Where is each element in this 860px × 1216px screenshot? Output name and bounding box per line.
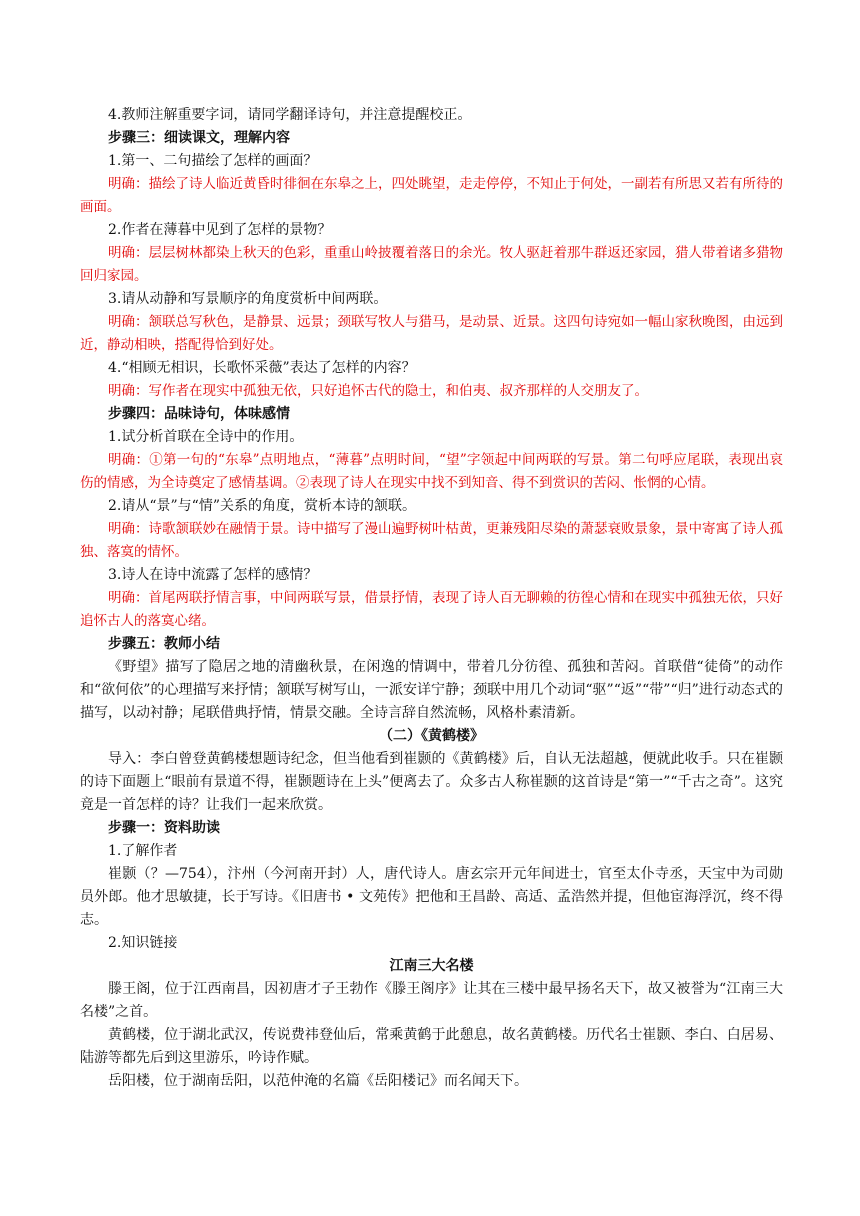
answer-paragraph: 明确：诗歌颔联妙在融情于景。诗中描写了漫山遍野树叶枯黄，更兼残阳尽染的萧瑟衰败景象，景中寄寓了诗人孤独、落寞的情怀。 bbox=[80, 521, 783, 560]
answer-paragraph: 明确：首尾两联抒情言事，中间两联写景，借景抒情，表现了诗人百无聊赖的彷徨心情和在现实中孤独无依，只好追怀古人的落寞心绪。 bbox=[80, 590, 783, 629]
question-paragraph: 2.请从“景”与“情”关系的角度，赏析本诗的颔联。 bbox=[108, 498, 416, 514]
text-paragraph: 滕王阁，位于江西南昌，因初唐才子王勃作《滕王阁序》让其在三楼中最早扬名天下，故又被誉为“江南三大名楼”之首。 bbox=[80, 981, 783, 1020]
question-paragraph: 4.“相顾无相识，长歌怀采薇”表达了怎样的内容？ bbox=[108, 360, 416, 376]
answer-paragraph: 明确：层层树林都染上秋天的色彩，重重山岭披覆着落日的余光。牧人驱赶着那牛群返还家园，猎人带着诸多猎物回归家园。 bbox=[80, 245, 783, 284]
step-heading: 步骤一：资料助读 bbox=[108, 820, 220, 836]
step-heading: 步骤三：细读课文，理解内容 bbox=[108, 130, 290, 146]
step-heading: 步骤四：品味诗句，体味感情 bbox=[108, 406, 290, 422]
subheading-paragraph: 2.知识链接 bbox=[108, 935, 178, 951]
step-heading: 步骤五：教师小结 bbox=[108, 636, 220, 652]
question-paragraph: 1.第一、二句描绘了怎样的画面？ bbox=[108, 153, 318, 169]
answer-paragraph: 明确：写作者在现实中孤独无依，只好追怀古代的隐士，和伯夷、叔齐那样的人交朋友了。 bbox=[108, 383, 648, 399]
answer-paragraph: 明确：描绘了诗人临近黄昏时徘徊在东皋之上，四处眺望，走走停停，不知止于何处，一副若有所思又若有所待的画面。 bbox=[80, 176, 783, 215]
answer-paragraph: 明确：①第一句的“东皋”点明地点，“薄暮”点明时间，“望”字领起中间两联的写景。第二句呼应尾联，表现出哀伤的情感，为全诗奠定了感情基调。②表现了诗人在现实中找不到知音、得不到赏识的苦闷、怅惘的心情。 bbox=[80, 452, 783, 491]
text-paragraph: 岳阳楼，位于湖南岳阳，以范仲淹的名篇《岳阳楼记》而名闻天下。 bbox=[108, 1073, 528, 1089]
question-paragraph: 3.诗人在诗中流露了怎样的感情？ bbox=[108, 567, 318, 583]
subsection-title: 江南三大名楼 bbox=[389, 958, 474, 974]
text-paragraph: 4.教师注解重要字词，请同学翻译诗句，并注意提醒校正。 bbox=[108, 107, 472, 123]
document-body bbox=[80, 104, 783, 1093]
author-paragraph: 崔颢（？—754），汴州（今河南开封）人，唐代诗人。唐玄宗开元年间进士，官至太仆寺丞，天宝中为司勋员外郎。他才思敏捷，长于写诗。《旧唐书 • 文苑传》把他和王昌龄、高适、孟浩然并提，但他宦海浮沉，终不得志。 bbox=[80, 866, 783, 928]
intro-paragraph: 导入：李白曾登黄鹤楼想题诗纪念，但当他看到崔颢的《黄鹤楼》后，自认无法超越，便就此收手。只在崔颢的诗下面题上“眼前有景道不得，崔颢题诗在上头”便离去了。众多古人称崔颢的这首诗是“第一”“千古之奇”。这究竟是一首怎样的诗？让我们一起来欣赏。 bbox=[80, 751, 783, 813]
section-title: （二）《黄鹤楼》 bbox=[379, 728, 484, 744]
question-paragraph: 2.作者在薄暮中见到了怎样的景物？ bbox=[108, 222, 332, 238]
question-paragraph: 1.试分析首联在全诗中的作用。 bbox=[108, 429, 304, 445]
text-paragraph: 黄鹤楼，位于湖北武汉，传说费祎登仙后，常乘黄鹤于此憩息，故名黄鹤楼。历代名士崔颢、李白、白居易、陆游等都先后到这里游乐，吟诗作赋。 bbox=[80, 1027, 783, 1066]
subheading-paragraph: 1.了解作者 bbox=[108, 843, 178, 859]
summary-paragraph: 《野望》描写了隐居之地的清幽秋景，在闲逸的情调中，带着几分彷徨、孤独和苦闷。首联借“徒倚”的动作和“欲何依”的心理描写来抒情；颔联写树写山，一派安详宁静；颈联中用几个动词“驱”“返”“带”“归”进行动态式的描写，以动衬静；尾联借典抒情，情景交融。全诗言辞自然流畅，风格朴素清新。 bbox=[80, 659, 783, 721]
answer-paragraph: 明确：颔联总写秋色，是静景、远景；颈联写牧人与猎马，是动景、近景。这四句诗宛如一幅山家秋晚图，由远到近，静动相映，搭配得恰到好处。 bbox=[80, 314, 783, 353]
question-paragraph: 3.请从动静和写景顺序的角度赏析中间两联。 bbox=[108, 291, 388, 307]
